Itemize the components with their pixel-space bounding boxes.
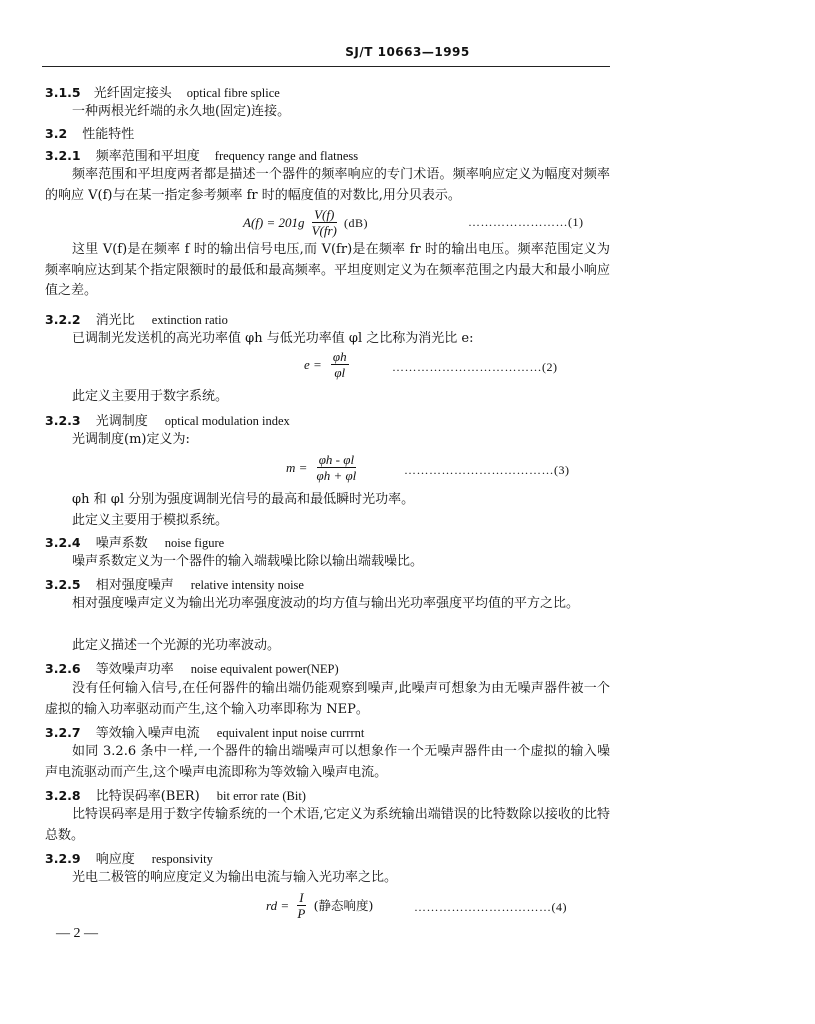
- equation-4: [266, 890, 373, 921]
- equation-fraction: [312, 207, 337, 238]
- section-3-2-8-paragraph-1: 比特误码率是用于数字传输系统的一个术语,它定义为系统输出端错误的比特数除以接收的比特总数。: [45, 807, 610, 843]
- section-3-2-1-paragraph-1: 频率范围和平坦度两者都是描述一个器件的频率响应的专门术语。频率响应定义为幅度对频率的响应 V(f)与在某一指定参考频率 fr 时的幅度值的对数比,用分贝表示。: [45, 167, 610, 203]
- section-3-2-4-heading: [45, 532, 224, 551]
- equation-numerator: φh: [332, 349, 347, 364]
- equation-1: [243, 207, 368, 238]
- equation-lhs: e =: [304, 357, 322, 372]
- section-3-2-9-heading: [45, 848, 213, 867]
- equation-lhs: rd =: [266, 898, 290, 913]
- section-3-2-3-paragraph-1: 光调制度(m)定义为:: [72, 432, 190, 447]
- equation-numerator: V(f): [312, 207, 337, 223]
- header-rule: [42, 66, 610, 67]
- section-title-en: optical fibre splice: [186, 86, 280, 100]
- section-number: 3.2.1: [45, 148, 81, 163]
- equation-numerator: φh - φl: [317, 452, 357, 468]
- section-number: 3.2.9: [45, 851, 81, 866]
- section-3-2-1-heading: [45, 145, 358, 164]
- equation-fraction: [317, 452, 357, 483]
- section-title-en: noise equivalent power(NEP): [190, 662, 339, 676]
- section-title-en: frequency range and flatness: [214, 149, 359, 163]
- equation-fraction: [331, 349, 349, 380]
- section-title-en: equivalent input noise currrnt: [216, 726, 365, 740]
- section-number: 3.1.5: [45, 85, 81, 100]
- section-title: 消光比: [95, 313, 135, 328]
- section-3-2-2-paragraph-2: 此定义主要用于数字系统。: [72, 389, 229, 404]
- section-number: 3.2.8: [45, 788, 81, 803]
- section-3-1-5-text: 一种两根光纤端的永久地(固定)连接。: [72, 104, 291, 119]
- equation-numerator: I: [299, 890, 304, 905]
- section-title: 光调制度: [95, 414, 148, 429]
- section-3-2-5-paragraph-1: 相对强度噪声定义为输出光功率强度波动的均方值与输出光功率强度平均值的平方之比。: [72, 596, 580, 611]
- section-title-en: bit error rate (Bit): [216, 789, 306, 803]
- section-number: 3.2.7: [45, 725, 81, 740]
- section-title: 响应度: [95, 852, 135, 867]
- section-title-en: extinction ratio: [151, 313, 228, 327]
- equation-lhs: m =: [286, 460, 308, 475]
- section-title: 等效噪声功率: [95, 662, 174, 677]
- section-number: 3.2.6: [45, 661, 81, 676]
- section-title: 频率范围和平坦度: [95, 149, 200, 164]
- section-3-2-3-paragraph-2: φh 和 φl 分别为强度调制光信号的最高和最低瞬时光功率。: [72, 492, 415, 507]
- section-title: 性能特性: [82, 127, 135, 142]
- section-title: 相对强度噪声: [95, 578, 174, 593]
- section-3-2-7-heading: [45, 722, 364, 741]
- section-3-1-5-heading: [45, 82, 280, 101]
- section-3-2-7-paragraph-1: 如同 3.2.6 条中一样,一个器件的输出端噪声可以想象作一个无噪声器件由一个虚拟的输入噪声电流驱动而产生,这个噪声电流即称为等效输入噪声电流。: [45, 744, 610, 780]
- section-title: 噪声系数: [95, 536, 148, 551]
- section-3-2-3-heading: [45, 410, 290, 429]
- section-title-en: responsivity: [151, 852, 213, 866]
- section-3-2-heading: [45, 123, 134, 142]
- section-3-2-5-heading: [45, 574, 304, 593]
- section-number: 3.2: [45, 126, 68, 141]
- section-3-2-1-paragraph-2: 这里 V(f)是在频率 f 时的输出信号电压,而 V(fr)是在频率 fr 时的输出电压。频率范围定义为频率响应达到某个指定限额时的最低和最高频率。平坦度则定义为在频率范围之内最大和最小响应值之差。: [45, 242, 610, 298]
- equation-note: (静态响度): [313, 898, 374, 913]
- section-number: 3.2.4: [45, 535, 81, 550]
- equation-4-number: ……………………………(4): [414, 900, 567, 914]
- equation-denominator: V(fr): [311, 223, 337, 238]
- equation-fraction: [297, 890, 305, 921]
- section-3-2-6-paragraph-1: 没有任何输入信号,在任何器件的输出端仍能观察到噪声,此噪声可想象为由无噪声器件被一个虚拟的输入功率驱动而产生,这个输入功率即称为 NEP。: [45, 681, 610, 717]
- equation-3: [286, 452, 356, 483]
- standard-number: SJ/T 10663—1995: [345, 45, 470, 59]
- section-number: 3.2.5: [45, 577, 81, 592]
- section-title-en: optical modulation index: [164, 414, 290, 428]
- section-title: 等效输入噪声电流: [95, 726, 200, 741]
- equation-denominator: φl: [334, 365, 346, 380]
- section-number: 3.2.2: [45, 312, 81, 327]
- section-3-2-9-paragraph-1: 光电二极管的响应度定义为输出电流与输入光功率之比。: [72, 870, 398, 885]
- equation-denominator: P: [297, 906, 306, 921]
- section-title: 光纤固定接头: [93, 86, 172, 101]
- section-3-2-6-heading: [45, 658, 339, 677]
- equation-2: [304, 349, 349, 380]
- section-3-2-4-text: 噪声系数定义为一个器件的输入端载噪比除以输出端载噪比。: [72, 554, 424, 569]
- section-3-2-5-paragraph-2: 此定义描述一个光源的光功率波动。: [72, 638, 281, 653]
- section-title: 比特误码率(BER): [95, 789, 200, 804]
- equation-unit: (dB): [343, 216, 368, 230]
- equation-2-number: ………………………………(2): [392, 360, 558, 374]
- section-3-2-2-paragraph-1: 已调制光发送机的高光功率值 φh 与低光功率值 φl 之比称为消光比 e:: [72, 331, 474, 346]
- section-number: 3.2.3: [45, 413, 81, 428]
- equation-denominator: φh + φl: [316, 468, 357, 483]
- equation-3-number: ………………………………(3): [404, 463, 570, 477]
- equation-lhs: A(f) = 201g: [243, 215, 305, 230]
- page-number: — 2 —: [56, 926, 98, 941]
- section-title-en: relative intensity noise: [190, 578, 304, 592]
- equation-1-number: ……………………(1): [468, 215, 584, 229]
- section-3-2-2-heading: [45, 309, 228, 328]
- section-3-2-8-heading: [45, 785, 306, 804]
- section-title-en: noise figure: [164, 536, 225, 550]
- section-3-2-3-paragraph-3: 此定义主要用于模拟系统。: [72, 513, 229, 528]
